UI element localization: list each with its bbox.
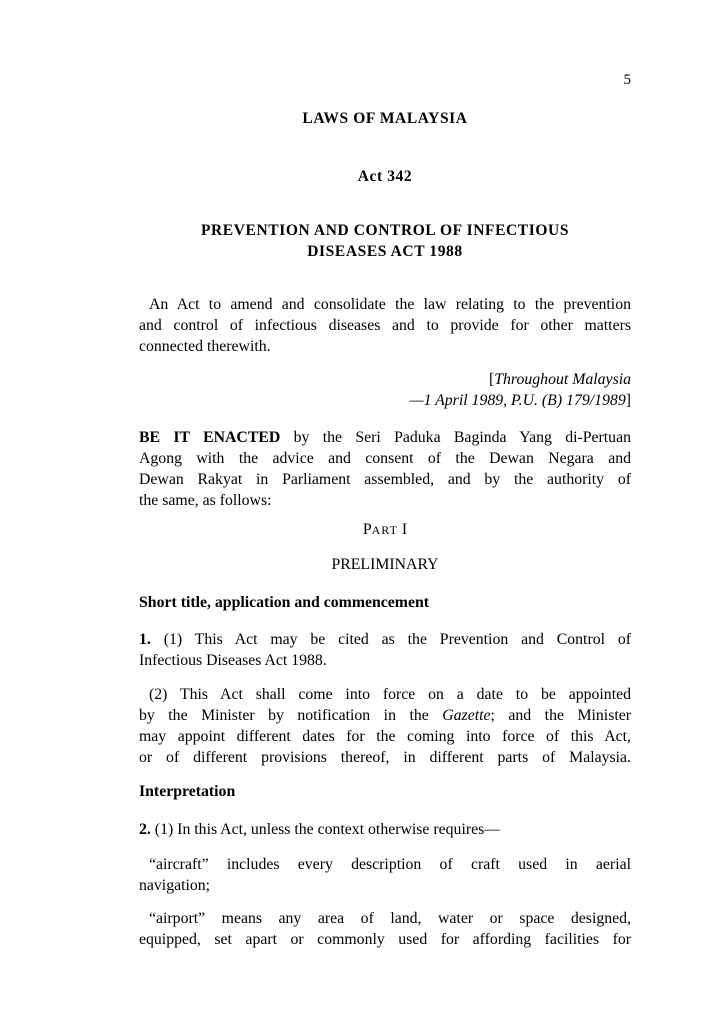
definition-airport-line-1: “airport” means any area of land, water or space designed, (149, 910, 631, 927)
section-1-sub2-line-3: may appoint different dates for the coming into force of this Act, (139, 728, 631, 745)
section-1-sub2-line-2-before: by the Minister by notification in the (139, 707, 443, 724)
citation-territory: Throughout Malaysia (494, 371, 631, 388)
section-1-sub1-line-1 (139, 629, 631, 650)
act-title-line-2: DISEASES ACT 1988 (307, 243, 463, 260)
section-1-sub2-line-2-after: ; and the Minister (490, 707, 632, 724)
laws-title: LAWS OF MALAYSIA (302, 110, 468, 127)
enacting-line-3: Dewan Rakyat in Parliament assembled, and by the authority of (139, 471, 631, 488)
citation (139, 369, 631, 411)
section-2-heading: Interpretation (139, 783, 236, 800)
section-2-intro-text: (1) In this Act, unless the context otherwise requires— (150, 821, 501, 838)
section-1-sub1-line-2: Infectious Diseases Act 1988. (139, 652, 327, 669)
enacting-line-4: the same, as follows: (139, 492, 272, 509)
citation-close-bracket: ] (625, 392, 631, 409)
section-1-heading: Short title, application and commencement (139, 594, 430, 611)
part-word-rest: ART (371, 523, 398, 537)
definition-airport-line-2: equipped, set apart or commonly used for affording facilities for (139, 931, 631, 948)
long-title-line-3: connected therewith. (139, 338, 271, 355)
act-title (139, 220, 631, 262)
definition-airport (139, 908, 631, 950)
section-1-subsection-1 (139, 629, 631, 671)
enacting-line-1 (139, 427, 631, 448)
citation-open-bracket: [ (488, 371, 495, 388)
page-number: 5 (623, 72, 631, 88)
definition-aircraft (139, 854, 631, 896)
citation-line-2 (139, 390, 631, 411)
enacting-line-1-rest: by the Seri Paduka Baginda Yang di-Pertuan (280, 429, 631, 446)
section-1-sub2-line-4: or of different provisions thereof, in different parts of Malaysia. (139, 749, 631, 766)
long-title (139, 294, 631, 357)
part-title: PRELIMINARY (331, 556, 439, 573)
section-1-sub2-line-2 (139, 705, 631, 726)
enacting-clause (139, 427, 631, 511)
enacting-lead: BE IT ENACTED (139, 429, 281, 446)
section-2-intro (139, 819, 631, 840)
long-title-line-1: An Act to amend and consolidate the law relating to the prevention (149, 296, 631, 313)
gazette-term: Gazette (442, 707, 491, 724)
citation-line-1 (139, 369, 631, 390)
section-1-number: 1. (139, 631, 151, 648)
section-2-intro-line (139, 819, 631, 840)
section-2-number: 2. (139, 821, 151, 838)
section-1-subsection-2 (139, 684, 631, 768)
enacting-line-2: Agong with the advice and consent of the Dewan Negara and (139, 450, 631, 467)
long-title-line-2: and control of infectious diseases and to provide for other matters (139, 317, 631, 334)
part-label (139, 521, 631, 539)
part-numeral: I (397, 521, 408, 538)
section-1-sub2-line-1: (2) This Act shall come into force on a date to be appointed (149, 686, 631, 703)
act-number: Act 342 (357, 168, 413, 185)
act-title-line-1: PREVENTION AND CONTROL OF INFECTIOUS (200, 222, 570, 239)
section-1-sub1-text: (1) This Act may be cited as the Prevention and Control of (150, 631, 631, 648)
definition-aircraft-line-1: “aircraft” includes every description of craft used in aerial (149, 856, 631, 873)
part-word-first: P (362, 521, 372, 538)
definition-aircraft-line-2: navigation; (139, 877, 211, 894)
citation-date: —1 April 1989, P.U. (B) 179/1989 (409, 392, 626, 409)
document-page (139, 0, 631, 1035)
